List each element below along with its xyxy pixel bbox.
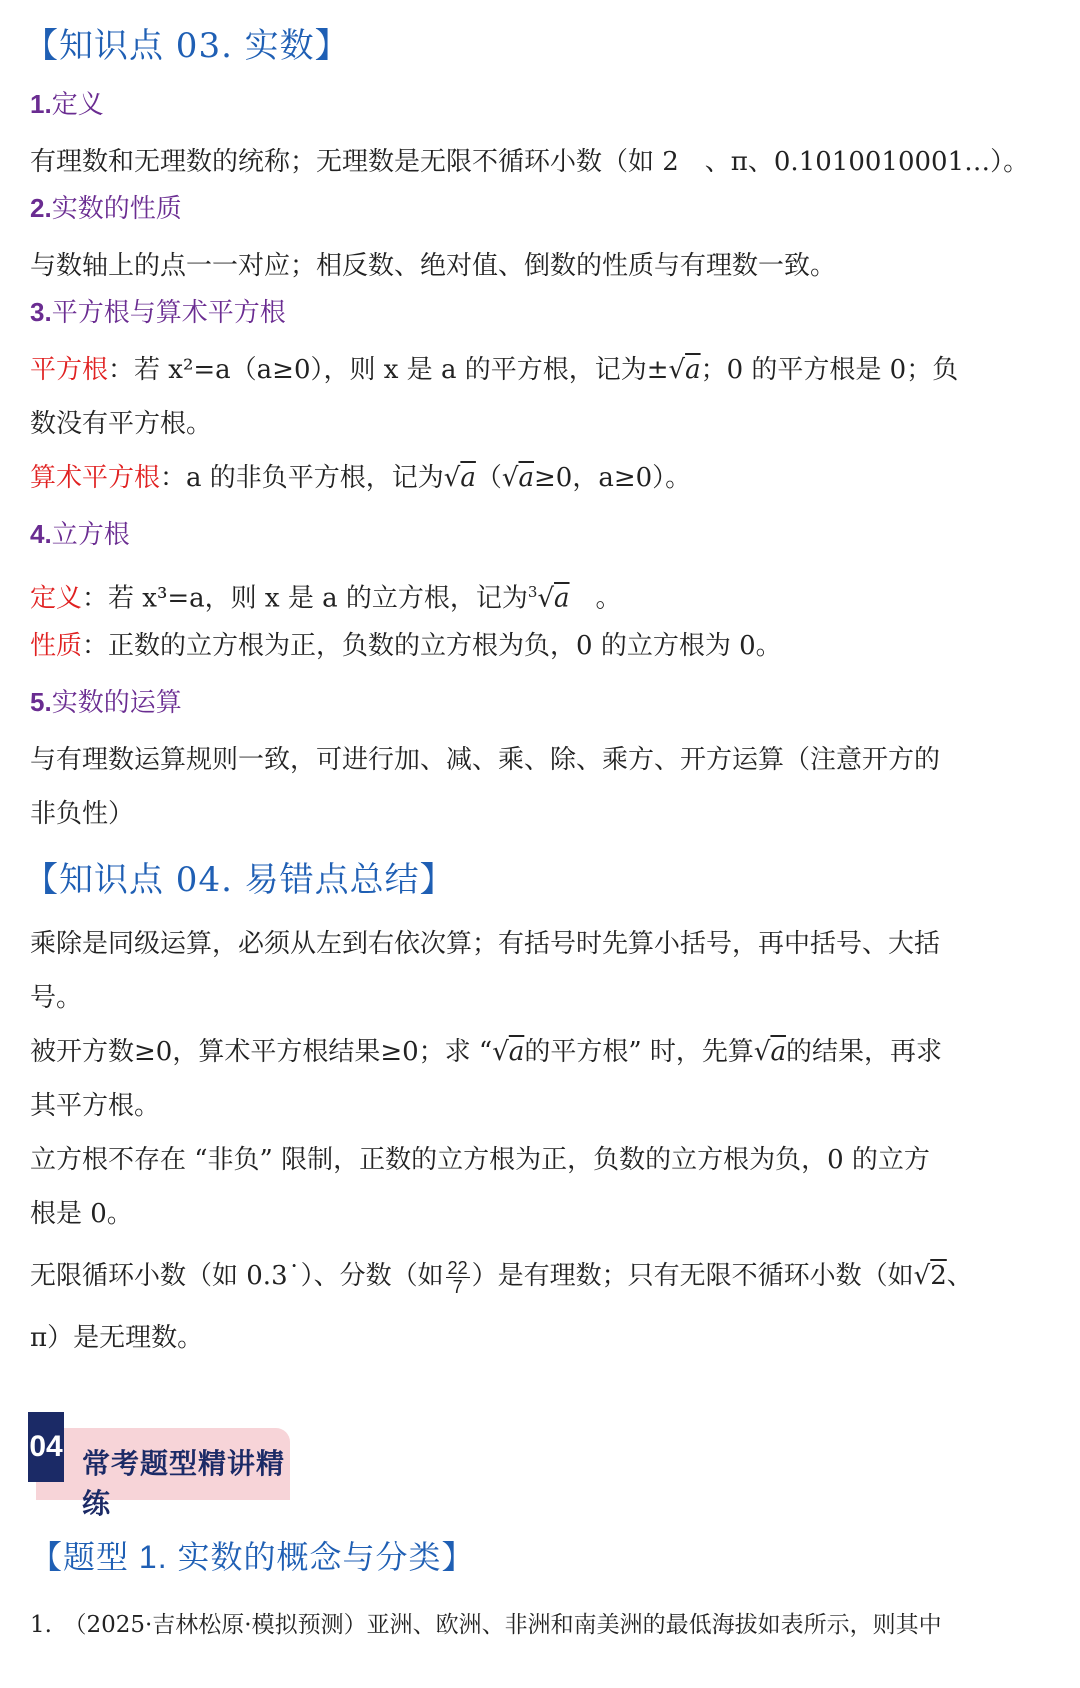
term-property: 性质 [30, 631, 83, 661]
section-5-text: 与有理数运算规则一致，可进行加、减、乘、除、乘方、开方运算（注意开方的 [30, 745, 941, 775]
sqrt-symbol: √ [443, 463, 461, 493]
text-segment: 无限循环小数（如 0.3˙）、分数（如 [30, 1261, 444, 1291]
radicand: a [770, 1037, 786, 1067]
radicand: a [518, 463, 534, 493]
arithmetic-root-definition [30, 450, 1050, 506]
section-1-text: 有理数和无理数的统称；无理数是无限不循环小数（如 2 、π、0.1010010001…）。 [30, 147, 1030, 177]
section-label: 定义 [51, 90, 104, 120]
section-number: 5. [30, 687, 52, 717]
text-segment: ：正数的立方根为正，负数的立方根为负，0 的立方根为 0。 [82, 631, 782, 661]
text-segment: ；0 的平方根是 0；负 [700, 355, 959, 385]
fraction-denominator: 7 [452, 1276, 463, 1297]
question-type-1-heading: 【题型 1. 实数的概念与分类】 [30, 1539, 475, 1575]
radicand: a [508, 1037, 525, 1067]
section-2-heading [30, 188, 182, 225]
text-segment: ）是有理数；只有无限不循环小数（如 [471, 1261, 914, 1291]
section-label: 平方根与算术平方根 [51, 298, 286, 328]
text-segment: 被开方数≥0，算术平方根结果≥0；求 “ [30, 1037, 493, 1067]
section-label: 实数的性质 [51, 194, 182, 224]
section-number: 2. [30, 193, 52, 223]
error-point-4 [30, 1248, 1050, 1304]
sqrt-symbol: √ [501, 463, 519, 493]
text-segment: ≥0，a≥0）。 [534, 463, 692, 493]
text-segment: （ [475, 463, 502, 493]
sqrt-symbol: √ [537, 583, 555, 614]
section-1-heading [30, 84, 104, 121]
banner-title: 常考题型精讲精练 [82, 1448, 286, 1519]
text-segment: 、 [946, 1261, 973, 1291]
section-5-text-cont: 非负性） [30, 799, 135, 829]
square-root-definition [30, 342, 1050, 398]
sqrt-symbol: √ [492, 1037, 509, 1067]
term-definition: 定义 [30, 583, 83, 614]
text-segment: ：若 x³=a，则 x 是 a 的立方根，记为 [82, 583, 528, 614]
error-point-3: 立方根不存在 “非负” 限制，正数的立方根为正，负数的立方根为负，0 的立方 [30, 1145, 930, 1175]
question-1: 1. （2025·吉林松原·模拟预测）亚洲、欧洲、非洲和南美洲的最低海拔如表所示，则其中 [30, 1612, 942, 1638]
section-label: 立方根 [51, 520, 130, 550]
term-arithmetic-root: 算术平方根 [30, 463, 161, 493]
fraction-numerator: 22 [447, 1257, 468, 1278]
text-segment: 的平方根” 时，先算 [524, 1037, 754, 1067]
error-point-2 [30, 1024, 1050, 1080]
radicand: a [685, 355, 701, 385]
error-point-4-cont: π）是无理数。 [30, 1323, 204, 1353]
error-point-1-cont: 号。 [30, 983, 83, 1013]
section-number: 4. [30, 519, 52, 549]
text-segment: 的结果，再求 [785, 1037, 942, 1067]
error-point-2-cont: 其平方根。 [30, 1091, 161, 1121]
section-label: 实数的运算 [51, 688, 182, 718]
section-4-heading [30, 514, 130, 551]
banner-number: 04 [28, 1412, 64, 1482]
section-number: 1. [30, 89, 52, 119]
cube-index: 3 [527, 583, 538, 601]
sqrt-symbol: √ [668, 355, 686, 385]
error-point-3-cont: 根是 0。 [30, 1199, 133, 1229]
section-2-text: 与数轴上的点一一对应；相反数、绝对值、倒数的性质与有理数一致。 [30, 251, 837, 281]
sqrt-symbol: √ [913, 1261, 931, 1291]
section-3-heading [30, 292, 286, 329]
error-point-1: 乘除是同级运算，必须从左到右依次算；有括号时先算小括号，再中括号、大括 [30, 929, 941, 959]
radicand: a [460, 463, 476, 493]
section-5-heading [30, 682, 182, 719]
section-banner [28, 1412, 290, 1519]
sqrt-symbol: √ [753, 1037, 771, 1067]
term-square-root: 平方根 [30, 355, 109, 385]
fraction [446, 1259, 470, 1296]
knowledge-point-03-heading: 【知识点 03. 实数】 [24, 26, 350, 66]
radicand: a [554, 583, 570, 614]
radicand: 2 [930, 1261, 947, 1291]
square-root-definition-cont: 数没有平方根。 [30, 409, 213, 439]
cube-root-property [30, 618, 1050, 674]
text-segment: 。 [569, 583, 622, 614]
section-number: 3. [30, 297, 52, 327]
text-segment: ：若 x²=a（a≥0），则 x 是 a 的平方根，记为± [108, 355, 669, 385]
text-segment: ：a 的非负平方根，记为 [160, 463, 444, 493]
knowledge-point-04-heading: 【知识点 04. 易错点总结】 [24, 860, 455, 900]
